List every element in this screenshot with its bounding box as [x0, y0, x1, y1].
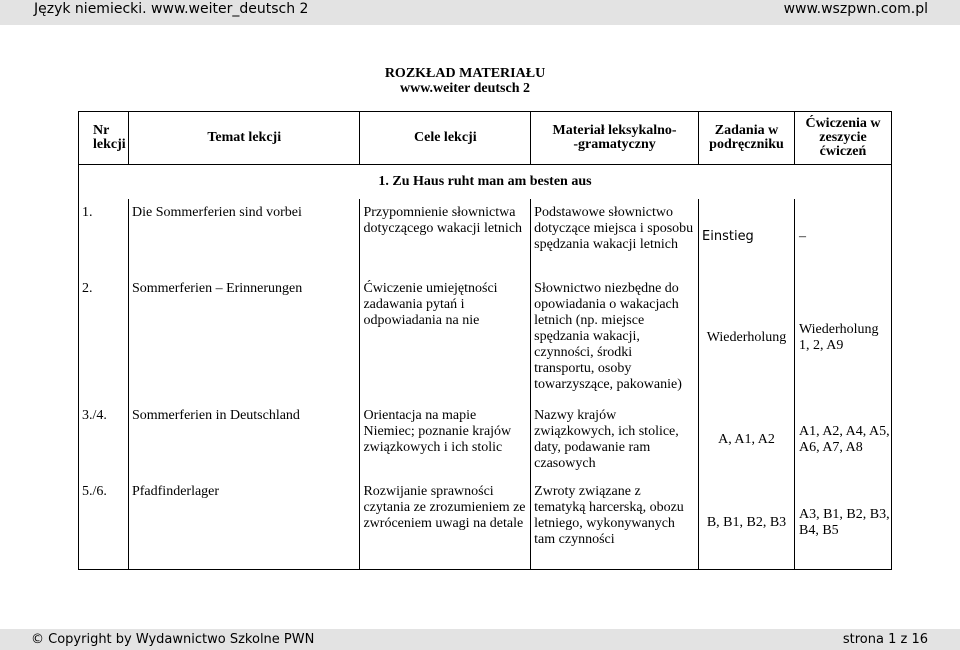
cell-topic: Die Sommerferien sind vorbei	[128, 199, 359, 275]
page-number: strona 1 z 16	[842, 632, 928, 647]
page-header	[0, 0, 960, 25]
document-title: ROZKŁAD MATERIAŁU	[384, 66, 546, 81]
section-row	[79, 165, 892, 199]
cell-material: Nazwy krajów związkowych, ich stolice, daty, podawanie ram czasowych	[531, 402, 699, 478]
cell-exercises: A3, B1, B2, B3, B4, B5	[794, 478, 891, 570]
cell-nr: 3./4.	[79, 402, 129, 478]
table-row	[79, 199, 892, 275]
header-right-link[interactable]: www.wszpwn.com.pl	[783, 1, 928, 17]
cell-topic: Sommerferien in Deutschland	[128, 402, 359, 478]
cell-tasks: Wiederholung	[699, 275, 795, 402]
document-titles	[0, 67, 960, 96]
header-topic: Temat lekcji	[128, 112, 359, 165]
cell-exercises: A1, A2, A4, A5, A6, A7, A8	[794, 402, 891, 478]
cell-goals: Rozwijanie sprawności czytania ze zrozumieniem ze zwróceniem uwagi na detale	[360, 478, 531, 570]
table-row	[79, 275, 892, 402]
cell-topic: Sommerferien – Erinnerungen	[128, 275, 359, 402]
cell-tasks: B, B1, B2, B3	[699, 478, 795, 570]
cell-goals: Orientacja na mapie Niemiec; poznanie krajów związkowych i ich stolic	[360, 402, 531, 478]
header-tasks: Zadania w podręczniku	[699, 112, 795, 165]
table-row	[79, 402, 892, 478]
section-title: 1. Zu Haus ruht man am besten aus	[79, 165, 892, 199]
copyright-text: © Copyright by Wydawnictwo Szkolne PWN	[31, 632, 315, 647]
document-subtitle: www.weiter deutsch 2	[399, 81, 530, 96]
cell-tasks: A, A1, A2	[699, 402, 795, 478]
header-exercises: Ćwiczenia w zeszycie ćwiczeń	[794, 112, 891, 165]
cell-goals: Ćwiczenie umiejętności zadawania pytań i odpowiadania na nie	[360, 275, 531, 402]
syllabus-table	[78, 111, 892, 570]
cell-goals: Przypomnienie słownictwa dotyczącego wakacji letnich	[360, 199, 531, 275]
cell-material: Podstawowe słownictwo dotyczące miejsca i sposobu spędzania wakacji letnich	[531, 199, 699, 275]
cell-tasks: Einstieg	[699, 199, 795, 275]
cell-exercises: –	[794, 199, 891, 275]
header-material: Materiał leksykalno- -gramatyczny	[531, 112, 699, 165]
header-goals: Cele lekcji	[360, 112, 531, 165]
header-nr: Nr lekcji	[79, 112, 129, 165]
table-header-row	[79, 112, 892, 165]
cell-exercises: Wiederholung 1, 2, A9	[794, 275, 891, 402]
cell-nr: 2.	[79, 275, 129, 402]
cell-topic: Pfadfinderlager	[128, 478, 359, 570]
table-row	[79, 478, 892, 570]
cell-nr: 5./6.	[79, 478, 129, 570]
cell-material: Słownictwo niezbędne do opowiadania o wakacjach letnich (np. miejsce spędzania wakacji, czynności, środki transportu, osoby towarzyszące, pakowanie)	[531, 275, 699, 402]
header-left-text: Język niemiecki. www.weiter_deutsch 2	[34, 1, 309, 17]
cell-material: Zwroty związane z tematyką harcerską, obozu letniego, wykonywanych tam czynności	[531, 478, 699, 570]
page-footer	[0, 629, 960, 650]
cell-nr: 1.	[79, 199, 129, 275]
